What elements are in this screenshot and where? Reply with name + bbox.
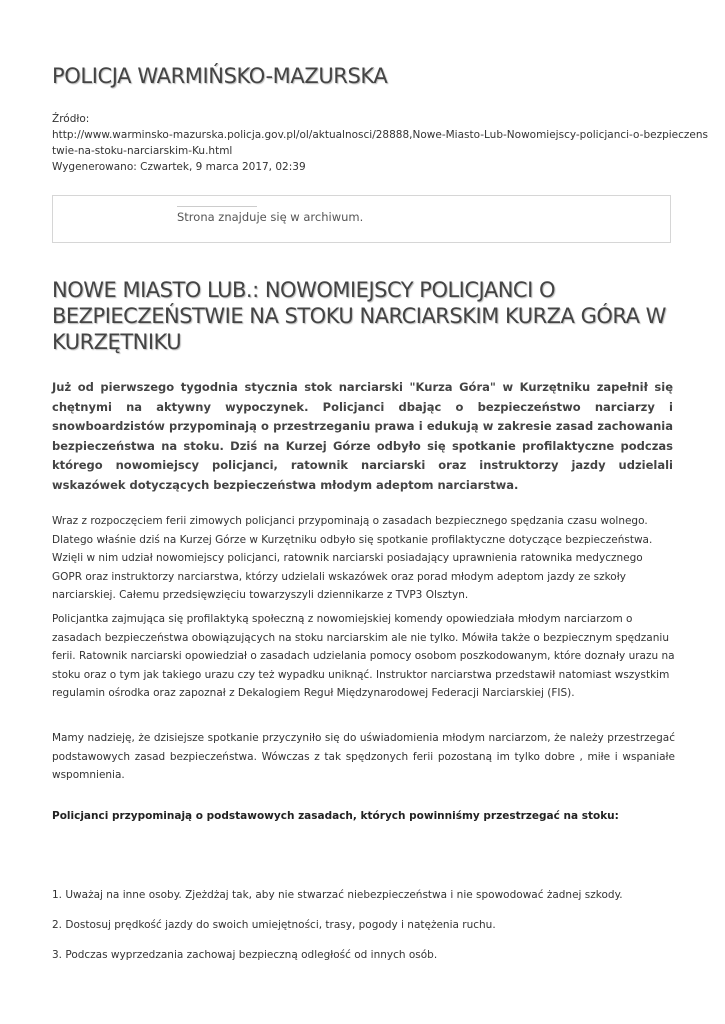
archive-notice-box [52,195,671,243]
source-url-line-2[interactable]: twie-na-stoku-narciarskim-Ku.html [52,145,233,157]
archive-notice-text: Strona znajduje się w archiwum. [177,210,364,224]
article-lead: Już od pierwszego tygodnia stycznia stok narciarski "Kurza Góra" w Kurzętniku zapełnił się chętnymi na aktywny wypoczynek. Policjanci dbając o bezpieczeństwo narciarzy i snowboardzistów przypominają o przestrzeganiu prawa i edukują w zakresie zasad zachowania bezpieczeństwa na stoku. Dziś na Kurzej Górze odbyło się spotkanie profilaktyczne podczas którego nowomiejscy policjanci, ratownik narciarski oraz instruktorzy jazdy udzielali wskazówek dotyczących bezpieczeństwa młodym adeptom narciarstwa. [52,380,673,492]
article-paragraph-2: Policjantka zajmująca się profilaktyką społeczną z nowomiejskiej komendy opowiedziała młodym narciarzom o zasadach bezpieczeństwa obowiązujących na stoku narciarskim ale nie tylko. Mówiła także o bezpiecznym spędzaniu ferii. Ratownik narciarski opowiedział o zasadach udzielania pomocy osobom poszkodowanym, które doznały urazu na stoku oraz o tym jak takiego urazu czy też wypadku uniknąć. Instruktor narciarstwa przedstawił natomiast wszystkim regulamin ośrodka oraz zapoznał z Dekalogiem Reguł Międzynarodowej Federacji Narciarskiej (FIS). [52,613,675,699]
article-title: NOWE MIASTO LUB.: NOWOMIEJSCY POLICJANCI O BEZPIECZEŃSTWIE NA STOKU NARCIARSKIM KURZA GÓRA W KURZĘTNIKU [52,278,666,354]
source-label: Źródło: [52,113,90,125]
rule-item: 2. Dostosuj prędkość jazdy do swoich umiejętności, trasy, pogody i natężenia ruchu. [52,919,496,931]
generated-timestamp: Wygenerowano: Czwartek, 9 marca 2017, 02:39 [52,161,306,173]
source-metadata [52,111,708,175]
article-paragraph-1: Wraz z rozpoczęciem ferii zimowych policjanci przypominają o zasadach bezpiecznego spędzania czasu wolnego. Dlatego właśnie dziś na Kurzej Górze w Kurzętniku odbyło się spotkanie profilaktyczne dotyczące bezpieczeństwa. Wzięli w nim udział nowomiejscy policjanci, ratownik narciarski posiadający uprawnienia ratownika medycznego GOPR oraz instruktorzy narciarstwa, którzy udzielali wskazówek oraz porad młodym adeptom jazdy ze szkoły narciarskiej. Całemu przedsięwzięciu towarzyszyli dziennikarze z TVP3 Olsztyn. [52,515,653,601]
source-url-line-1[interactable]: http://www.warminsko-mazurska.policja.gov.pl/ol/aktualnosci/28888,Nowe-Miasto-Lub-Nowomiejscy-policjanci-o-bezpieczens [52,129,708,141]
archive-divider [177,206,257,207]
article-paragraph-3: Mamy nadzieję, że dzisiejsze spotkanie przyczyniło się do uświadomienia młodym narciarzom, że należy przestrzegać podstawowych zasad bezpieczeństwa. Wówczas z tak spędzonych ferii pozostaną im tylko dobre , miłe i wspaniałe wspomnienia. [52,732,675,781]
site-title: POLICJA WARMIŃSKO-MAZURSKA [52,64,388,88]
rule-item: 1. Uważaj na inne osoby. Zjeżdżaj tak, aby nie stwarzać niebezpieczeństwa i nie spowodować żadnej szkody. [52,889,623,901]
rules-heading: Policjanci przypominają o podstawowych zasadach, których powinniśmy przestrzegać na stoku: [52,810,619,822]
rule-item: 3. Podczas wyprzedzania zachowaj bezpieczną odległość od innych osób. [52,949,438,961]
